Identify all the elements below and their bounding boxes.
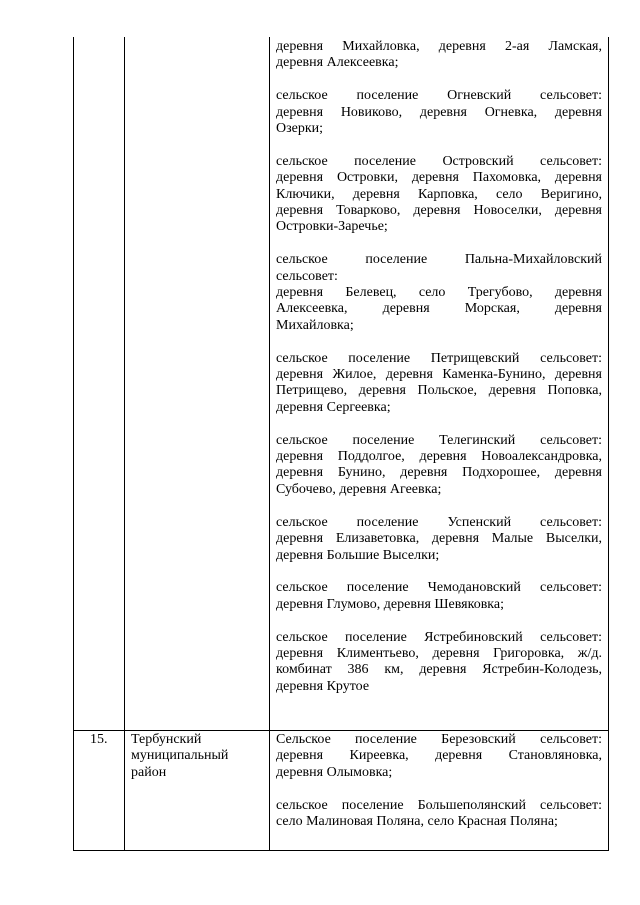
text-line: Алексеевка, деревня Морская, деревня — [276, 301, 602, 317]
settlement-paragraph — [276, 732, 602, 781]
text-line: деревня Киреевка, деревня Становляновка, — [276, 748, 602, 764]
district-line: Тербунский — [131, 732, 202, 747]
text-line: комбинат 386 км, деревня Ястребин-Колодезь, — [276, 662, 602, 678]
settlement-paragraph — [276, 580, 602, 613]
settlement-paragraph — [276, 154, 602, 236]
text-line: Михайловка; — [276, 317, 354, 333]
text-line: сельское поселение Большеполянский сельсовет: — [276, 797, 602, 813]
settlement-paragraph — [276, 39, 602, 72]
text-line: деревня Алексеевка; — [276, 55, 399, 71]
text-line: деревня Островки, деревня Пахомовка, деревня — [276, 170, 602, 186]
text-line: Островки-Заречье; — [276, 219, 388, 235]
text-line: деревня Большие Выселки; — [276, 547, 440, 563]
text-line: деревня Новиково, деревня Огневка, деревня — [276, 104, 602, 120]
text-line: Петрищево, деревня Польское, деревня Поповка, — [276, 383, 602, 399]
text-line: деревня Крутое — [276, 678, 370, 694]
text-line: сельское поселение Ястребиновский сельсовет: — [276, 629, 602, 645]
settlement-paragraph — [276, 630, 602, 696]
table-divider-1 — [124, 37, 125, 851]
settlement-paragraph — [276, 351, 602, 417]
text-line: деревня Товарково, деревня Новоселки, деревня — [276, 203, 602, 219]
text-line: сельское поселение Петрищевский сельсовет: — [276, 350, 602, 366]
text-line: Озерки; — [276, 121, 324, 137]
text-line: село Малиновая Поляна, село Красная Поляна; — [276, 814, 558, 830]
table-border-right — [608, 37, 609, 851]
text-line: деревня Бунино, деревня Подхорошее, деревня — [276, 465, 602, 481]
text-line: сельское поселение Островский сельсовет: — [276, 153, 602, 169]
text-line: сельсовет: — [276, 268, 338, 284]
text-line: Субочево, деревня Агеевка; — [276, 481, 442, 497]
district-line: муниципальный — [131, 748, 229, 764]
settlements-cell — [276, 732, 602, 830]
table-divider-2 — [269, 37, 270, 851]
district-line: район — [131, 764, 167, 780]
row-number: 15. — [90, 732, 108, 747]
text-line: деревня Елизаветовка, деревня Малые Выселки, — [276, 531, 602, 547]
text-line: деревня Климентьево, деревня Григоровка, ж/д. — [276, 645, 602, 661]
settlement-paragraph — [276, 433, 602, 499]
text-line: деревня Жилое, деревня Каменка-Бунино, деревня — [276, 367, 602, 383]
text-line: Ключики, деревня Карповка, село Веригино, — [276, 186, 602, 202]
text-line: сельское поселение Пальна-Михайловский — [276, 252, 602, 268]
text-line: сельское поселение Успенский сельсовет: — [276, 514, 602, 530]
text-line: сельское поселение Огневский сельсовет: — [276, 88, 602, 104]
text-line: Сельское поселение Березовский сельсовет: — [276, 732, 602, 747]
text-line: деревня Олымовка; — [276, 764, 393, 780]
settlement-paragraph — [276, 252, 602, 334]
text-line: сельское поселение Чемодановский сельсовет: — [276, 580, 602, 596]
table-border-left — [73, 37, 74, 851]
text-line: сельское поселение Телегинский сельсовет: — [276, 432, 602, 448]
text-line: деревня Михайловка, деревня 2-ая Ламская, — [276, 39, 602, 54]
settlement-paragraph — [276, 798, 602, 831]
table-border-bottom — [73, 850, 609, 851]
settlements-cell — [276, 39, 602, 695]
settlement-paragraph — [276, 88, 602, 137]
text-line: деревня Поддолгое, деревня Новоалександровка, — [276, 449, 602, 465]
district-name — [131, 732, 266, 781]
text-line: деревня Глумово, деревня Шевяковка; — [276, 596, 504, 612]
row-separator — [73, 730, 609, 731]
text-line: деревня Сергеевка; — [276, 399, 391, 415]
text-line: деревня Белевец, село Трегубово, деревня — [276, 285, 602, 301]
settlement-paragraph — [276, 515, 602, 564]
